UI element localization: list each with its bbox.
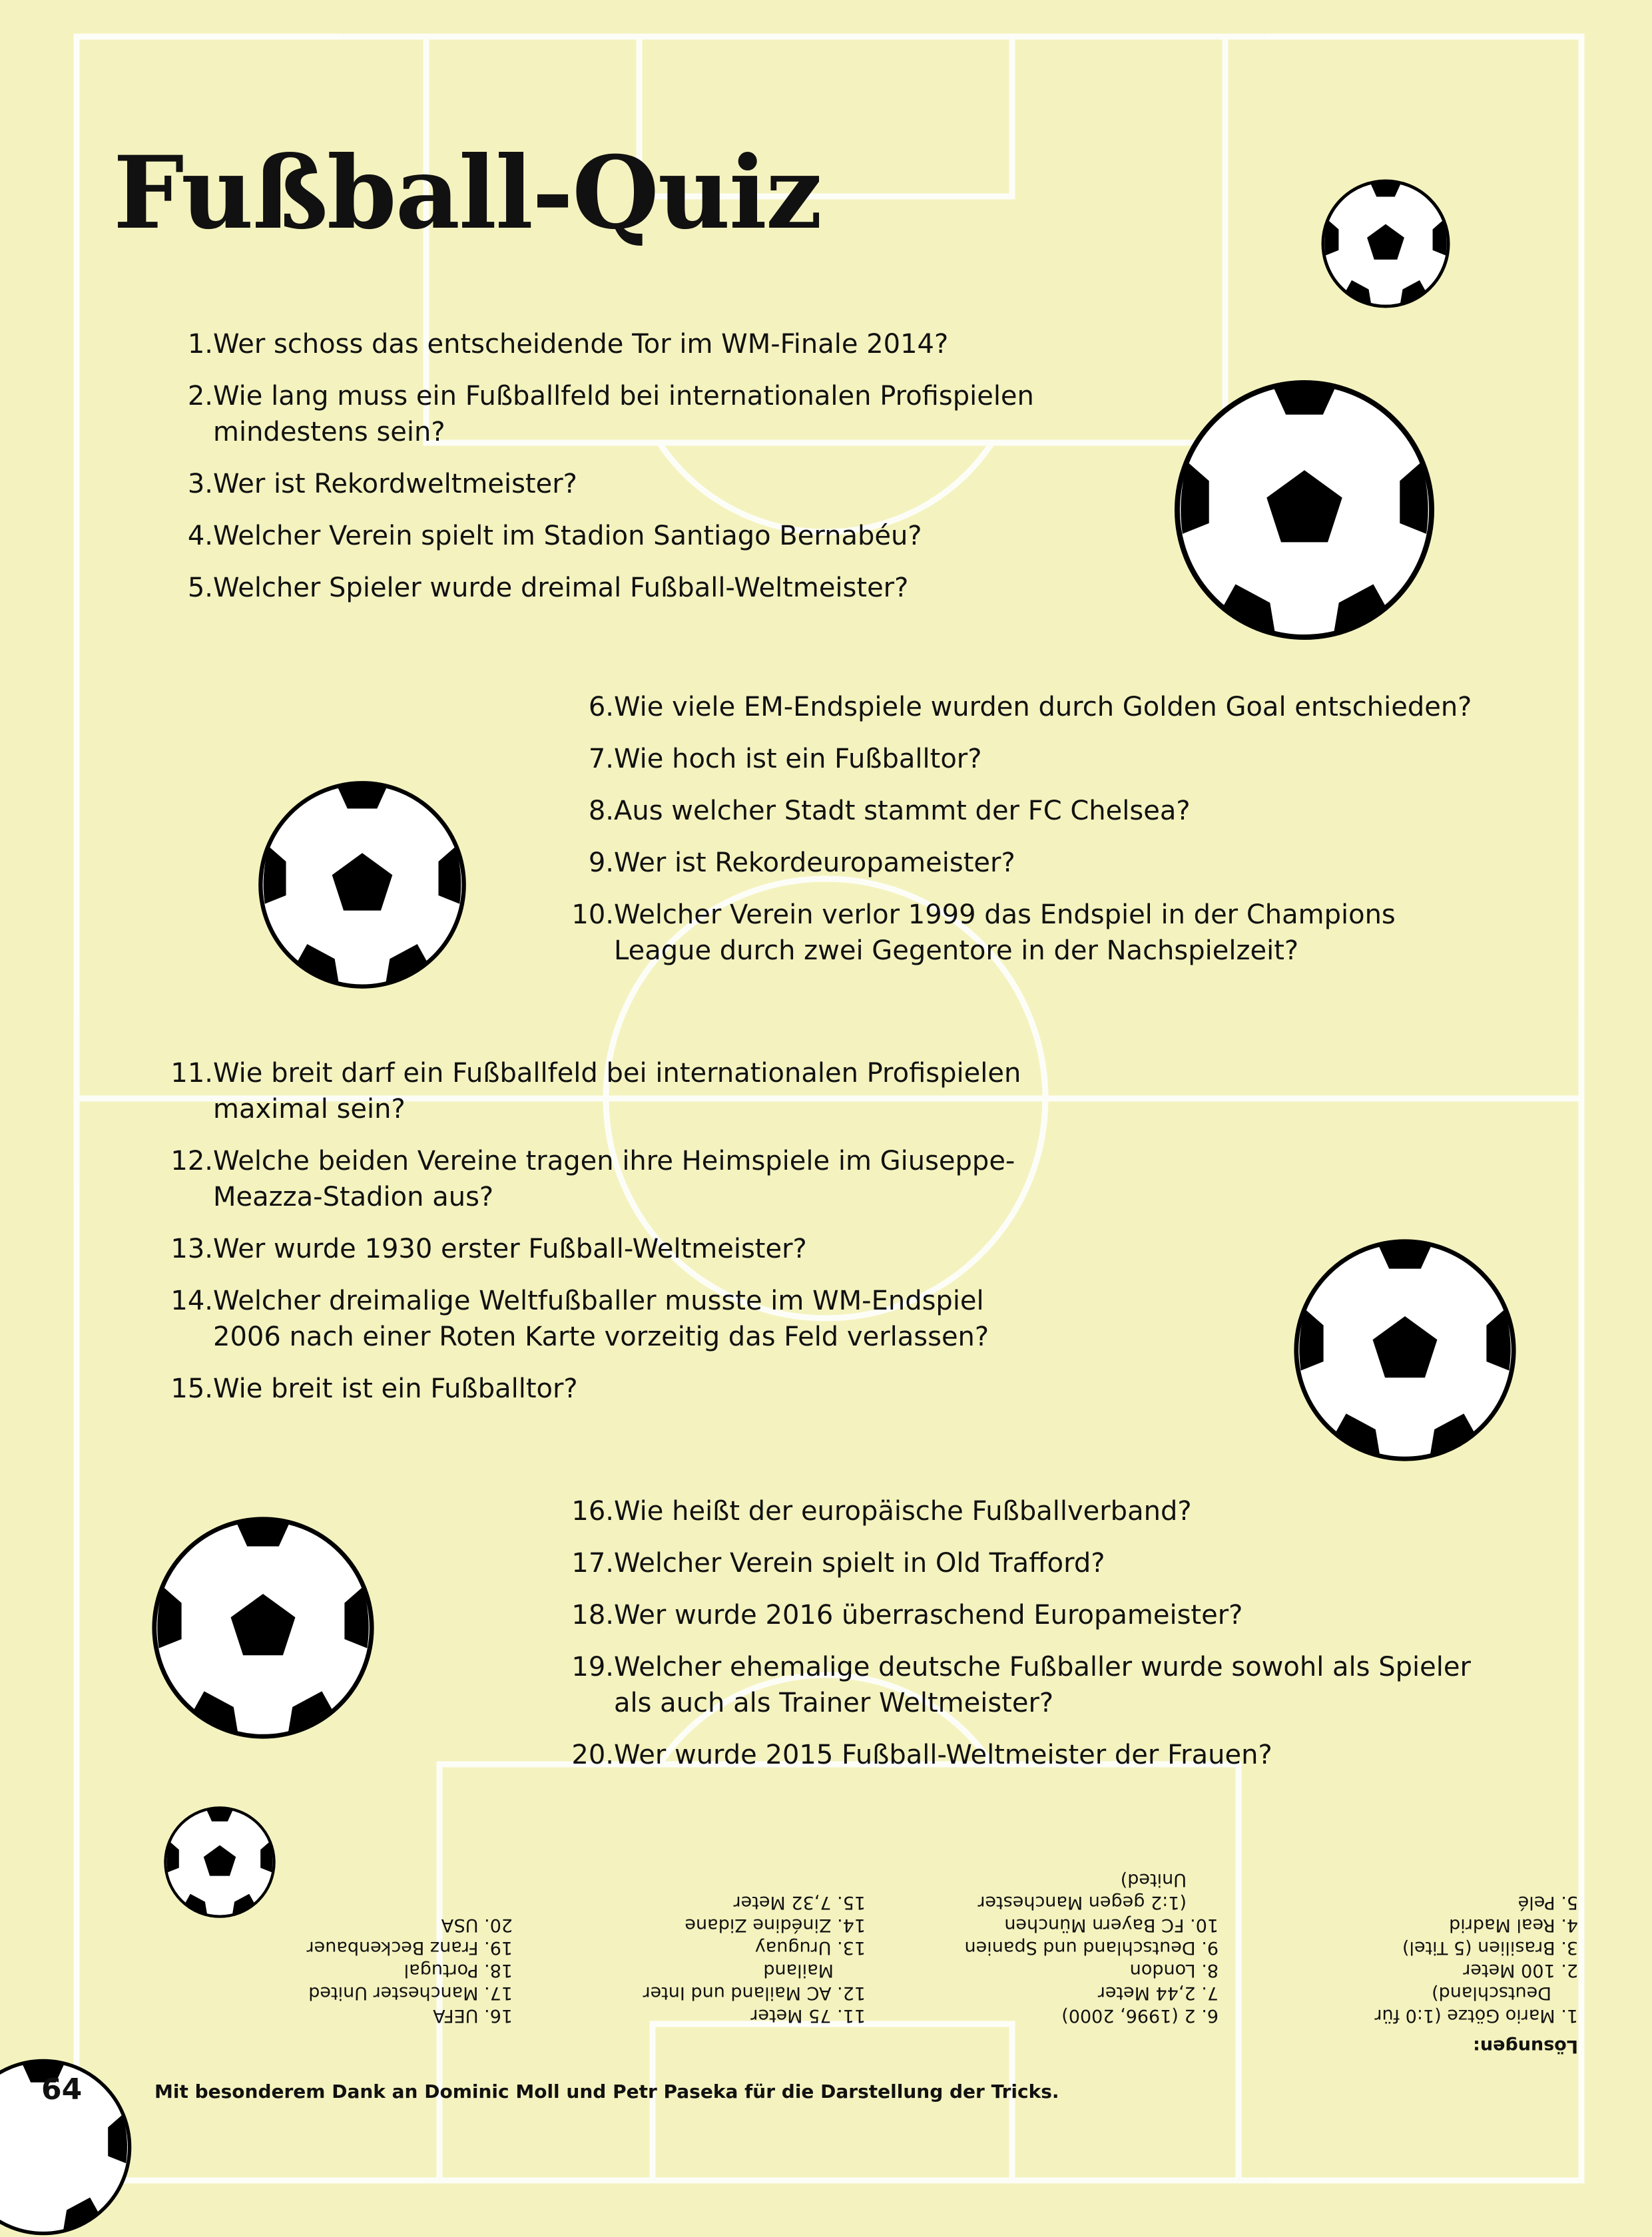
question-number: 9. xyxy=(588,848,614,878)
soccer-ball-icon xyxy=(1172,377,1437,642)
question-item xyxy=(541,1493,1506,1529)
question-item xyxy=(140,1055,1085,1127)
answer-line: 4. Real Madrid xyxy=(1449,1915,1578,1935)
answer-line: 7. 2,44 Meter xyxy=(1097,1983,1219,2003)
question-number: 16. xyxy=(571,1496,614,1527)
question-text: Welcher ehemalige deutsche Fußballer wurde sowohl als Spieler als auch als Trainer Weltmeister? xyxy=(614,1652,1471,1718)
question-number: 7. xyxy=(588,744,614,774)
answer-line: 16. UEFA xyxy=(433,2005,513,2026)
answer-line: 13. Uruguay xyxy=(754,1937,866,1958)
question-item xyxy=(541,1737,1506,1773)
question-item xyxy=(541,1545,1506,1581)
question-text: Welche beiden Vereine tragen ihre Heimspiele im Giuseppe-Meazza-Stadion aus? xyxy=(213,1146,1015,1212)
credits-footer: Mit besonderem Dank an Dominic Moll und Petr Paseka für die Darstellung der Tricks. xyxy=(154,2081,1059,2103)
answer-line: 15. 7,32 Meter xyxy=(733,1892,866,1913)
answer-line: 8. London xyxy=(1129,1960,1219,1981)
question-text: Welcher Verein verlor 1999 das Endspiel in der Champions League durch zwei Gegentore in der Nachspielzeit? xyxy=(614,899,1396,966)
answer-line: 6. 2 (1996, 2000) xyxy=(1061,2005,1219,2026)
question-number: 5. xyxy=(187,573,213,603)
answers-column-3 xyxy=(643,1891,866,2027)
answer-line: 5. Pelé xyxy=(1517,1892,1578,1913)
soccer-ball-icon xyxy=(1320,178,1451,309)
question-item xyxy=(541,741,1506,777)
question-text: Wie hoch ist ein Fußballtor? xyxy=(614,744,982,774)
question-number: 15. xyxy=(170,1373,213,1404)
answer-line: 12. AC Mailand und Inter xyxy=(643,1983,866,2003)
question-item xyxy=(541,689,1506,725)
page-number: 64 xyxy=(41,2073,83,2107)
question-number: 6. xyxy=(588,692,614,722)
question-text: Welcher dreimalige Weltfußballer musste im WM-Endspiel 2006 nach einer Roten Karte vorzeitig das Feld verlassen? xyxy=(213,1286,989,1352)
answer-line: 20. USA xyxy=(441,1915,513,1935)
question-text: Wer ist Rekordeuropameister? xyxy=(614,848,1015,878)
question-item xyxy=(541,1649,1506,1721)
question-item xyxy=(541,793,1506,829)
question-text: Wie heißt der europäische Fußballverband? xyxy=(614,1496,1192,1527)
answers-heading: Lösungen: xyxy=(1473,2036,1578,2057)
page-title: Fußball-Quiz xyxy=(113,134,822,252)
question-text: Wie breit darf ein Fußballfeld bei internationalen Profispielen maximal sein? xyxy=(213,1058,1021,1124)
question-list-1 xyxy=(140,326,1085,622)
question-text: Welcher Verein spielt in Old Trafford? xyxy=(614,1548,1105,1579)
answer-line: Mailand xyxy=(763,1960,834,1981)
answer-line: 3. Brasilien (5 Titel) xyxy=(1402,1937,1578,1958)
answers-column-4 xyxy=(307,1913,513,2027)
question-number: 11. xyxy=(170,1058,213,1089)
soccer-ball-icon xyxy=(1292,1237,1518,1463)
question-number: 8. xyxy=(588,796,614,826)
answer-line: Deutschland) xyxy=(1432,1983,1551,2003)
question-item xyxy=(140,378,1085,450)
question-item xyxy=(140,466,1085,502)
question-text: Wie breit ist ein Fußballtor? xyxy=(213,1373,578,1404)
question-number: 19. xyxy=(571,1652,614,1682)
question-number: 13. xyxy=(170,1234,213,1264)
question-text: Wer ist Rekordweltmeister? xyxy=(213,469,577,499)
question-text: Wie viele EM-Endspiele wurden durch Golden Goal entschieden? xyxy=(614,692,1472,722)
question-item xyxy=(140,1283,1085,1355)
answer-line: 1. Mario Götze (1:0 für xyxy=(1374,2005,1578,2026)
question-number: 14. xyxy=(170,1286,213,1316)
question-text: Welcher Spieler wurde dreimal Fußball-Weltmeister? xyxy=(213,573,909,603)
answer-line: 2. 100 Meter xyxy=(1463,1960,1578,1981)
question-number: 1. xyxy=(187,329,213,360)
answer-line: 17. Manchester United xyxy=(308,1983,513,2003)
question-text: Wer wurde 2016 überraschend Europameister? xyxy=(614,1600,1243,1630)
question-text: Wer wurde 1930 erster Fußball-Weltmeister? xyxy=(213,1234,807,1264)
answers-column-2 xyxy=(965,1868,1219,2027)
question-text: Wer wurde 2015 Fußball-Weltmeister der Frauen? xyxy=(614,1740,1272,1770)
question-item xyxy=(541,845,1506,881)
question-item xyxy=(140,518,1085,554)
question-text: Welcher Verein spielt im Stadion Santiago Bernabéu? xyxy=(213,521,922,551)
soccer-ball-icon xyxy=(256,779,468,991)
question-list-2 xyxy=(541,689,1506,985)
question-item xyxy=(140,570,1085,606)
soccer-ball-icon xyxy=(150,1515,376,1741)
question-number: 2. xyxy=(187,381,213,411)
answer-line: 18. Portugal xyxy=(404,1960,513,1981)
answer-line: 14. Zinédine Zidane xyxy=(685,1915,866,1935)
question-item xyxy=(140,1371,1085,1407)
question-number: 10. xyxy=(571,899,614,930)
question-item xyxy=(541,897,1506,969)
question-number: 4. xyxy=(187,521,213,551)
question-number: 3. xyxy=(187,469,213,499)
answers-column-1 xyxy=(1374,1891,1578,2027)
question-list-3 xyxy=(140,1055,1085,1423)
question-text: Aus welcher Stadt stammt der FC Chelsea? xyxy=(614,796,1191,826)
question-item xyxy=(140,1231,1085,1267)
answer-line: 10. FC Bayern München xyxy=(1004,1915,1219,1935)
question-number: 12. xyxy=(170,1146,213,1176)
question-item xyxy=(140,1143,1085,1215)
answer-line: 11. 75 Meter xyxy=(750,2005,866,2026)
answer-line: 9. Deutschland und Spanien xyxy=(964,1937,1219,1958)
question-number: 18. xyxy=(571,1600,614,1630)
question-text: Wer schoss das entscheidende Tor im WM-Finale 2014? xyxy=(213,329,949,360)
answer-line: United) xyxy=(1120,1869,1187,1890)
answer-line: (1:2 gegen Manchester xyxy=(977,1892,1187,1913)
answers-block xyxy=(100,1824,1578,2057)
answer-line: 19. Franz Beckenbauer xyxy=(306,1937,513,1958)
question-number: 17. xyxy=(571,1548,614,1579)
question-text: Wie lang muss ein Fußballfeld bei internationalen Profispielen mindestens sein? xyxy=(213,381,1034,447)
question-item xyxy=(541,1597,1506,1633)
question-number: 20. xyxy=(571,1740,614,1770)
question-list-4 xyxy=(541,1493,1506,1789)
question-item xyxy=(140,326,1085,362)
